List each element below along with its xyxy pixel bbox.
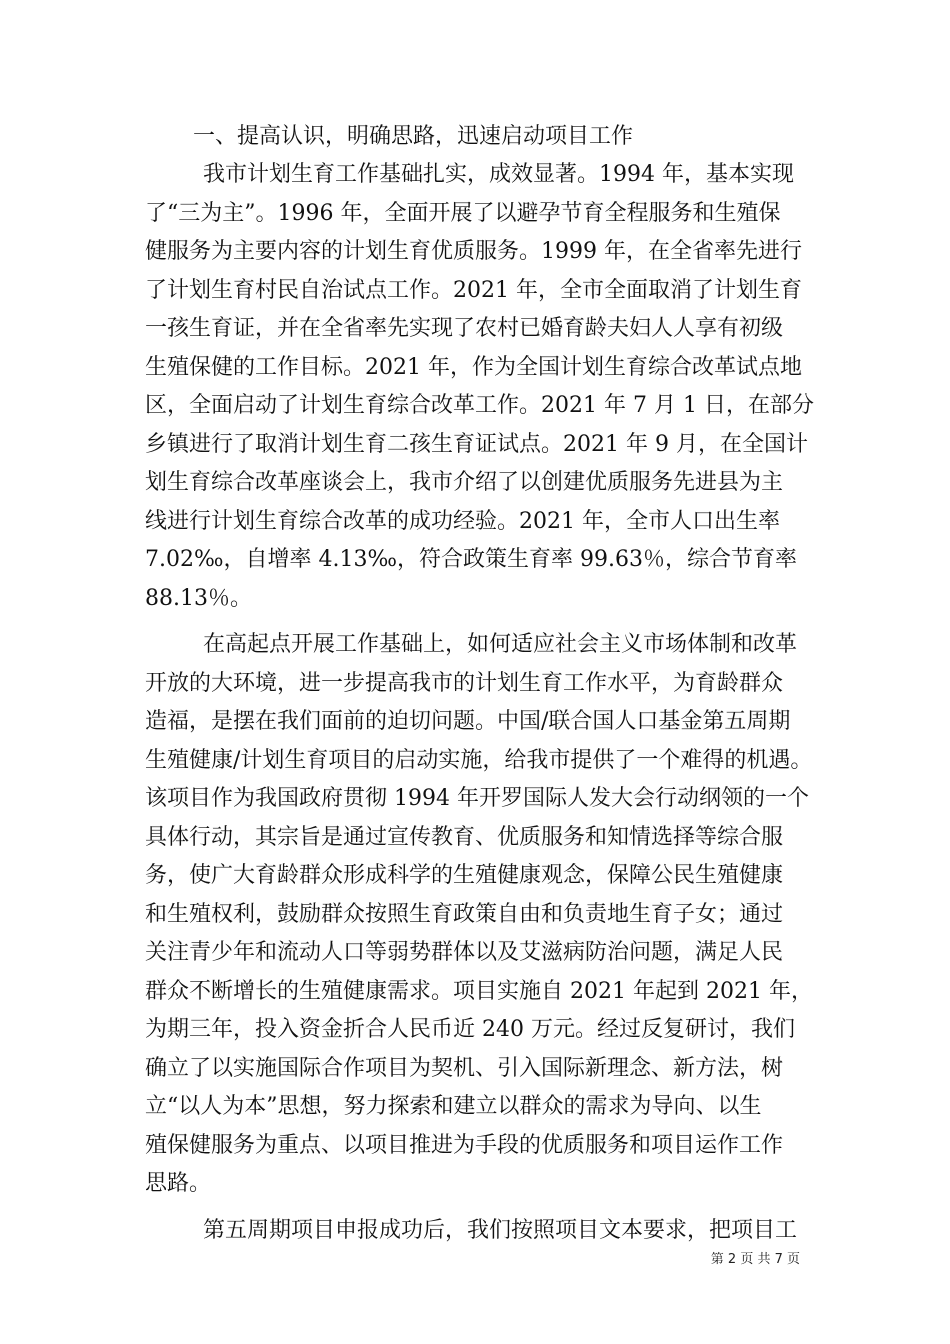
paragraph-1 xyxy=(145,156,825,618)
paragraph-line: 健服务为主要内容的计划生育优质服务。1999 年，在全省率先进行 xyxy=(145,239,802,264)
page-number-footer: 第 2 页 共 7 页 xyxy=(710,1252,800,1267)
paragraph-gap xyxy=(145,1204,825,1212)
paragraph-line: 造福，是摆在我们面前的迫切问题。中国/联合国人口基金第五周期 xyxy=(145,709,791,734)
paragraph-line: 7.02‰，自增率 4.13‰，符合政策生育率 99.63％，综合节育率 xyxy=(145,547,797,572)
paragraph-line: 开放的大环境，进一步提高我市的计划生育工作水平，为育龄群众 xyxy=(145,670,784,696)
paragraph-line: 该项目作为我国政府贯彻 1994 年开罗国际人发大会行动纲领的一个 xyxy=(145,786,809,811)
paragraph-line: 具体行动，其宗旨是通过宣传教育、优质服务和知情选择等综合服 xyxy=(145,824,784,850)
paragraph-line: 一孩生育证，并在全省率先实现了农村已婚育龄夫妇人人享有初级 xyxy=(145,316,784,341)
paragraph-line: 确立了以实施国际合作项目为契机、引入国际新理念、新方法，树 xyxy=(145,1055,784,1081)
paragraph-line: 线进行计划生育综合改革的成功经验。2021 年，全市人口出生率 xyxy=(145,508,780,534)
paragraph-line: 殖保健服务为重点、以项目推进为手段的优质服务和项目运作工作 xyxy=(145,1132,784,1158)
paragraph-line: 划生育综合改革座谈会上，我市介绍了以创建优质服务先进县为主 xyxy=(145,470,784,495)
paragraph-2 xyxy=(145,626,825,1204)
paragraph-line: 群众不断增长的生殖健康需求。项目实施自 2021 年起到 2021 年， xyxy=(145,978,813,1004)
paragraph-line: 我市计划生育工作基础扎实，成效显著。1994 年，基本实现 xyxy=(203,162,794,187)
paragraph-3 xyxy=(145,1212,825,1251)
paragraph-line: 生殖健康/计划生育项目的启动实施，给我市提供了一个难得的机遇。 xyxy=(145,747,813,773)
paragraph-line: 区，全面启动了计划生育综合改革工作。2021 年 7 月 1 日，在部分 xyxy=(145,393,814,418)
paragraph-line: 思路。 xyxy=(145,1171,212,1196)
paragraph-line: 务，使广大育龄群众形成科学的生殖健康观念，保障公民生殖健康 xyxy=(145,863,784,888)
section-heading: 一、提高认识，明确思路，迅速启动项目工作 xyxy=(193,124,634,149)
paragraph-line: 关注青少年和流动人口等弱势群体以及艾滋病防治问题，满足人民 xyxy=(145,940,784,965)
paragraph-line: 为期三年，投入资金折合人民币近 240 万元。经过反复研讨，我们 xyxy=(145,1017,795,1042)
paragraph-line: 了“三为主”。1996 年，全面开展了以避孕节育全程服务和生殖保 xyxy=(145,200,781,226)
paragraph-gap xyxy=(145,618,825,626)
paragraph-line: 了计划生育村民自治试点工作。2021 年，全市全面取消了计划生育 xyxy=(145,277,802,303)
paragraph-line: 乡镇进行了取消计划生育二孩生育证试点。2021 年 9 月，在全国计 xyxy=(145,431,808,457)
paragraph-line: 和生殖权利，鼓励群众按照生育政策自由和负责地生育子女；通过 xyxy=(145,901,784,927)
paragraph-line: 第五周期项目申报成功后，我们按照项目文本要求，把项目工 xyxy=(203,1217,798,1243)
paragraph-line: 立“以人为本”思想，努力探索和建立以群众的需求为导向、以生 xyxy=(145,1094,762,1119)
paragraph-line: 88.13％。 xyxy=(145,585,252,611)
paragraph-line: 在高起点开展工作基础上，如何适应社会主义市场体制和改革 xyxy=(203,632,798,657)
document-body xyxy=(145,118,825,1250)
paragraph-line: 生殖保健的工作目标。2021 年，作为全国计划生育综合改革试点地 xyxy=(145,354,802,380)
